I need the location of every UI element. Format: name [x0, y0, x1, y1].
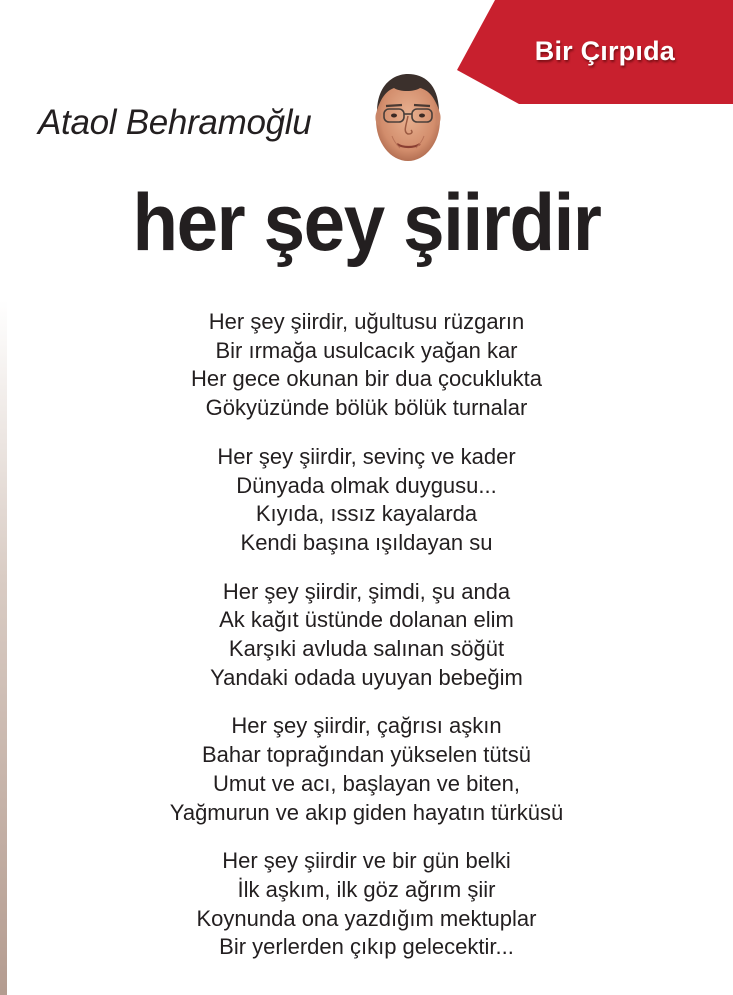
poem-stanza-5: [0, 847, 733, 962]
poem-line: Yandaki odada uyuyan bebeğim: [210, 664, 523, 690]
poem-line: Yağmurun ve akıp giden hayatın türküsü: [169, 799, 564, 825]
poem-line: Umut ve acı, başlayan ve biten,: [213, 770, 520, 796]
poem-line: Karşıki avluda salınan söğüt: [228, 636, 505, 662]
poem-line: Her gece okunan bir dua çocuklukta: [191, 366, 542, 392]
poem-line: İlk aşkım, ilk göz ağrım şiir: [237, 876, 496, 902]
poem-stanza-4: [0, 712, 733, 827]
section-banner-label: Bir Çırpıda: [534, 36, 675, 66]
poem-stanza-2: [0, 443, 733, 558]
poem-line: Kendi başına ışıldayan su: [240, 529, 493, 555]
poem-line: Dünyada olmak duygusu...: [236, 472, 497, 498]
poem-line: Her şey şiirdir, sevinç ve kader: [217, 443, 516, 469]
poem-line: Bir yerlerden çıkıp gelecektir...: [219, 934, 514, 960]
poem-line: Her şey şiirdir, uğultusu rüzgarın: [208, 309, 525, 334]
poem-body: [0, 308, 733, 982]
poem-line: Her şey şiirdir ve bir gün belki: [222, 848, 511, 874]
author-portrait: [370, 70, 446, 164]
poem-line: Bahar toprağından yükselen tütsü: [201, 742, 531, 768]
poem-line: Bir ırmağa usulcacık yağan kar: [215, 337, 518, 363]
author-name: Ataol Behramoğlu: [38, 103, 312, 142]
poem-line: Kıyıda, ıssız kayalarda: [255, 501, 478, 527]
poem-line: Ak kağıt üstünde dolanan elim: [219, 607, 514, 633]
poem-line: Her şey şiirdir, çağrısı aşkın: [231, 713, 502, 739]
poem-stanza-1: [0, 308, 733, 423]
poem-line: Koynunda ona yazdığım mektuplar: [196, 905, 537, 931]
poem-line: Gökyüzünde bölük bölük turnalar: [205, 395, 528, 421]
poem-title: her şey şiirdir: [132, 178, 601, 268]
poem-line: Her şey şiirdir, şimdi, şu anda: [222, 578, 511, 604]
poem-stanza-3: [0, 578, 733, 693]
